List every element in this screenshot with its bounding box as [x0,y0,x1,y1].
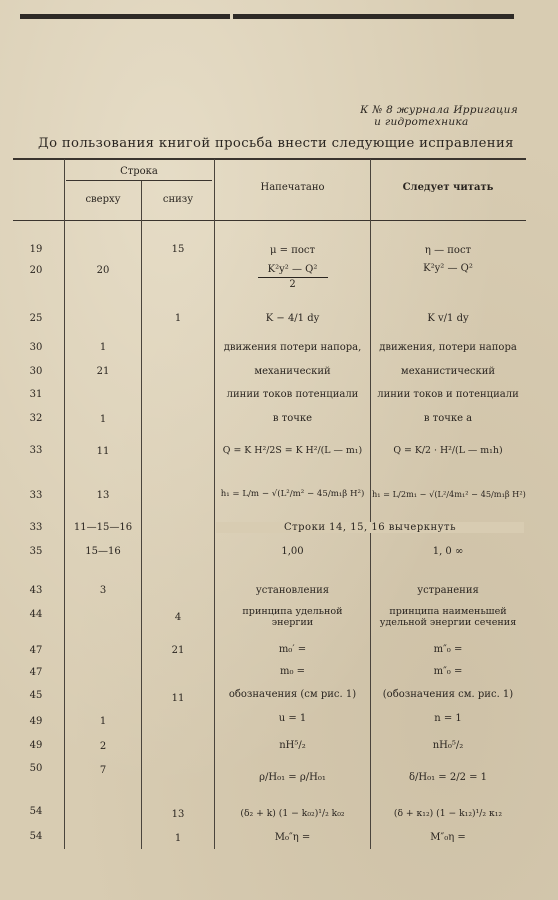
row-top-line: 13 [96,490,110,501]
row-printed: nH⁵/₂ [279,740,306,751]
row-correct: K v/1 dy [427,313,469,324]
row-correct: механистический [400,366,496,377]
stroka-subheader-rule [66,180,212,181]
row-printed: M₀″η = [274,832,311,843]
column-divider-1 [64,159,65,849]
header-bottom-rule [13,220,526,221]
row-page: 31 [29,389,43,400]
table-top-rule [13,158,526,160]
row-printed: (δ₂ + k) (1 − k₀₂)¹/₂ k₀₂ [240,808,345,819]
header-sleduet-chitat: Следует читать [402,182,494,193]
column-divider-4 [370,159,371,849]
row-printed: линии токов потенциали [226,389,359,400]
row-merged-note: Строки 14, 15, 16 вычеркнуть [216,522,524,533]
row-correct: 1, 0 ∞ [432,546,464,557]
row-top-line: 20 [96,265,110,276]
row-top-line: 1 [99,342,107,353]
row-page: 50 [29,763,43,774]
row-page: 30 [29,366,43,377]
row-correct: η — пост [424,245,472,256]
row-bottom-line: 13 [171,809,185,820]
row-printed: принципа удельной энергии [242,606,343,628]
row-page: 33 [29,490,43,501]
journal-reference [360,104,518,128]
row-page: 45 [29,690,43,701]
row-correct: n = 1 [434,713,462,724]
row-top-line: 15—16 [85,546,121,557]
row-page: 49 [29,716,43,727]
row-page: 49 [29,740,43,751]
row-top-line: 3 [99,585,107,596]
row-page: 35 [29,546,43,557]
journal-reference-line1: К № 8 журнала Ирригация [360,104,518,116]
row-correct: принципа наименьшей удельной энергии сечения [379,606,517,628]
row-printed: 1,00 [281,546,304,557]
row-correct: (δ + κ₁₂) (1 − k₁₂)¹/₂ κ₁₂ [393,808,503,819]
row-correct: в точке а [423,413,473,424]
row-correct: h₁ = L/2m₁ − √(L²/4m₁² − 45/m₁β H²) [372,489,526,499]
row-top-line: 11 [96,446,110,457]
row-page: 25 [29,313,43,324]
row-bottom-line: 1 [174,833,182,844]
row-page: 44 [29,609,43,620]
row-printed: установления [255,585,330,596]
top-rule-left [20,14,230,19]
row-printed: движения потери напора, [223,342,362,353]
row-correct: линии токов и потенциали [377,389,519,400]
row-printed [216,263,369,292]
row-page: 47 [29,645,43,656]
row-printed: ρ/H₀₁ = ρ/H₀₁ [259,772,326,783]
row-printed: обозначения (см рис. 1) [228,689,357,700]
row-top-line: 11—15—16 [73,522,133,533]
row-correct: (обозначения см. рис. 1) [382,689,514,700]
row-printed: μ = пост [269,245,316,256]
row-correct: M″₀η = [430,832,466,843]
row-printed: в точке [272,413,313,424]
row-page: 54 [29,806,43,817]
row-printed: Q = K H²/2S = K H²/(L — m₁) [222,445,363,456]
top-rule-right [233,14,514,19]
row-correct: nH₀⁵/₂ [432,740,464,751]
row-bottom-line: 21 [171,645,185,656]
row-correct: m″₀ = [433,644,463,655]
header-snizu: снизу [162,194,194,205]
page-title: До пользования книгой просьба внести следующие исправления [38,136,514,151]
row-bottom-line: 15 [171,244,185,255]
row-page: 47 [29,667,43,678]
row-correct: устранения [417,585,479,596]
row-page: 43 [29,585,43,596]
row-correct: Q = K/2 · H²/(L — m₁h) [393,445,503,456]
header-stroka: Строка [120,166,158,177]
row-bottom-line: 4 [174,612,182,623]
row-correct: K²y² — Q² [423,263,473,274]
printed-numerator: K²y² — Q² [267,264,318,275]
row-page: 33 [29,522,43,533]
row-correct: δ/H₀₁ = 2/2 = 1 [408,772,488,783]
row-correct: m″₀ = [433,666,463,677]
row-printed: K − 4/1 dy [265,313,320,324]
column-divider-3 [214,159,215,849]
row-bottom-line: 1 [174,313,182,324]
row-page: 33 [29,445,43,456]
row-printed: m₀ = [279,666,306,677]
row-top-line: 2 [99,741,107,752]
journal-reference-line2: и гидротехника [374,116,469,128]
row-top-line: 1 [99,414,107,425]
column-divider-2 [141,181,142,849]
row-top-line: 7 [99,765,107,776]
row-page: 20 [29,265,43,276]
row-page: 32 [29,413,43,424]
row-printed: h₁ = L/m − √(L²/m² − 45/m₁β H²) [220,489,365,499]
row-bottom-line: 11 [171,693,185,704]
header-sverhu: сверху [85,194,121,205]
row-printed: механический [254,366,331,377]
printed-denominator: 2 [289,279,296,290]
row-page: 30 [29,342,43,353]
header-napechatano: Напечатано [260,182,325,193]
row-printed: u = 1 [278,713,307,724]
row-correct: движения, потери напора [379,342,517,353]
row-top-line: 1 [99,716,107,727]
fraction-bar [258,277,328,278]
row-page: 54 [29,831,43,842]
row-page: 19 [29,244,43,255]
row-top-line: 21 [96,366,110,377]
row-printed: m₀′ = [278,644,307,655]
